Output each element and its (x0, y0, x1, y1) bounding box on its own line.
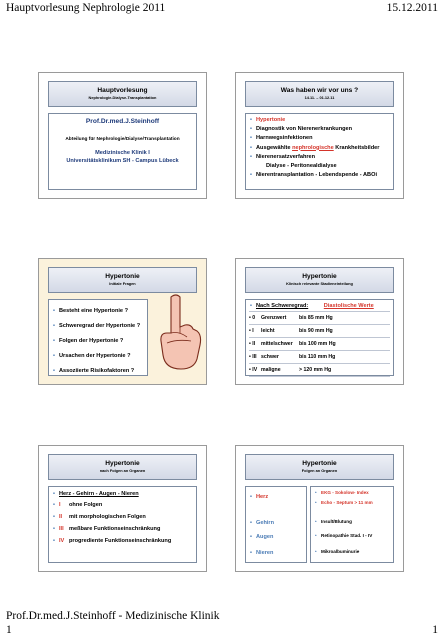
list-item: • Schweregrad der Hypertonie ? (53, 323, 141, 329)
university-name: Universitätsklinikum SH - Campus Lübeck (66, 158, 179, 164)
clinic-name: Medizinische Klinik I (95, 150, 150, 156)
list-item: • Ursachen der Hypertonie ? (53, 353, 131, 359)
grade-value: bis 100 mm Hg (299, 338, 390, 351)
list-item: • Folgen der Hypertonie ? (53, 338, 124, 344)
slide-subtitle: Nephrologie-Dialyse-Transplantation (88, 95, 157, 100)
organ-item: • Herz (250, 494, 269, 500)
grade-label: schwer (261, 351, 299, 364)
slide-title-bar (245, 267, 394, 293)
list-header: • Herz - Gehirn - Augen - Nieren (53, 491, 139, 497)
list-item: • II mit morphologischen Folgen (53, 514, 146, 520)
footer-page-right: 1 (432, 624, 438, 636)
list-item: • Nierenersatzverfahren (250, 153, 316, 160)
slide-title: Hypertonie (302, 460, 337, 467)
slide-subtitle: Folgen an Organen (301, 468, 338, 473)
slide-2 (235, 72, 404, 199)
grade-cell: • III (249, 351, 261, 364)
grade-cell: • IV (249, 364, 261, 377)
table-header: • Nach Schweregrad: Diastolische Werte (249, 302, 390, 312)
header-title: Hauptvorlesung Nephrologie 2011 (6, 2, 166, 14)
list-item: • Besteht eine Hypertonie ? (53, 308, 129, 314)
footer-page-left: 1 (6, 624, 12, 636)
grade-label: leicht (261, 325, 299, 338)
slide-6 (235, 445, 404, 572)
finding-item: • Echo - Septum > 11 mm (315, 500, 373, 505)
list-item: • Assoziierte Risikofaktoren ? (53, 368, 135, 374)
list-item: • III meßbare Funktionseinschränkung (53, 526, 161, 532)
list-item: • Harnwegsinfektionen (250, 135, 313, 142)
list-item: • Hypertonie (250, 117, 286, 123)
slide-title: Was haben wir vor uns ? (280, 87, 359, 94)
slide-5 (38, 445, 207, 572)
slide-title: Hypertonie (302, 273, 337, 280)
list-item: • Nierentransplantation - Lebendspende - ABOi (250, 172, 378, 179)
grade-value: bis 85 mm Hg (299, 312, 390, 325)
slide-4 (235, 258, 404, 385)
slide-body (245, 113, 394, 190)
grade-label: mittelschwer (261, 338, 299, 351)
finding-item: • Insult/Blutung (315, 519, 352, 524)
slide-title-bar (245, 81, 394, 107)
slide-title-bar (48, 454, 197, 480)
slide-title: Hypertonie (105, 273, 140, 280)
list-item: • I ohne Folgen (53, 502, 103, 508)
organ-item: • Augen (250, 534, 274, 540)
grade-value: bis 110 mm Hg (299, 351, 390, 364)
slide-title-bar (48, 81, 197, 107)
slide-title: Hypertonie (105, 460, 140, 467)
slide-title-bar (48, 267, 197, 293)
grade-cell: • I (249, 325, 261, 338)
slide-subtitle: Klinisch relevante Stadieneinteilung (286, 281, 353, 286)
finding-item: • Mikroalbuminurie (315, 549, 360, 554)
grade-label: maligne (261, 364, 299, 377)
organ-item: • Gehirn (250, 520, 275, 526)
list-item: • Diagnostik von Nierenerkrankungen (250, 126, 353, 133)
list-item: • Ausgewählte nephrologische Krankheitsbilder (250, 144, 380, 151)
severity-table (249, 312, 390, 377)
slide-body (245, 299, 394, 376)
grade-value: bis 90 mm Hg (299, 325, 390, 338)
slide-subtitle: 14.11. – 01.12.11 (304, 95, 335, 100)
slide-subtitle: Initiale Fragen (109, 281, 136, 286)
slide-title-bar (245, 454, 394, 480)
author-name: Prof.Dr.med.J.Steinhoff (85, 118, 160, 125)
grade-cell: • II (249, 338, 261, 351)
finding-item: • EKG - Sokolow- Index (315, 490, 369, 495)
grade-label: Grenzwert (261, 312, 299, 325)
slide-subtitle: nach Folgen an Organen (99, 468, 146, 473)
organ-column (245, 486, 307, 563)
list-item: • IV progrediente Funktionseinschränkung (53, 538, 172, 544)
slide-3 (38, 258, 207, 385)
raised-finger-hand-icon (157, 293, 203, 371)
department: Abteilung für Nephrologie/Dialyse/Transplantation (65, 137, 180, 142)
grade-value: > 120 mm Hg (299, 364, 390, 377)
list-item-sub: Dialyse - Peritonealdialyse (266, 163, 337, 170)
finding-column (310, 486, 394, 563)
footer-text: Prof.Dr.med.J.Steinhoff - Medizinische Klinik (6, 610, 220, 622)
slide-body (48, 486, 197, 563)
slide-body (48, 113, 197, 190)
slide-1 (38, 72, 207, 199)
header-date: 15.12.2011 (386, 2, 438, 14)
grade-cell: • 0 (249, 312, 261, 325)
finding-item: • Retinopathie Stad. I - IV (315, 533, 373, 538)
slide-body (48, 299, 148, 376)
slide-title: Hauptvorlesung (97, 87, 148, 94)
organ-item: • Nieren (250, 550, 274, 556)
